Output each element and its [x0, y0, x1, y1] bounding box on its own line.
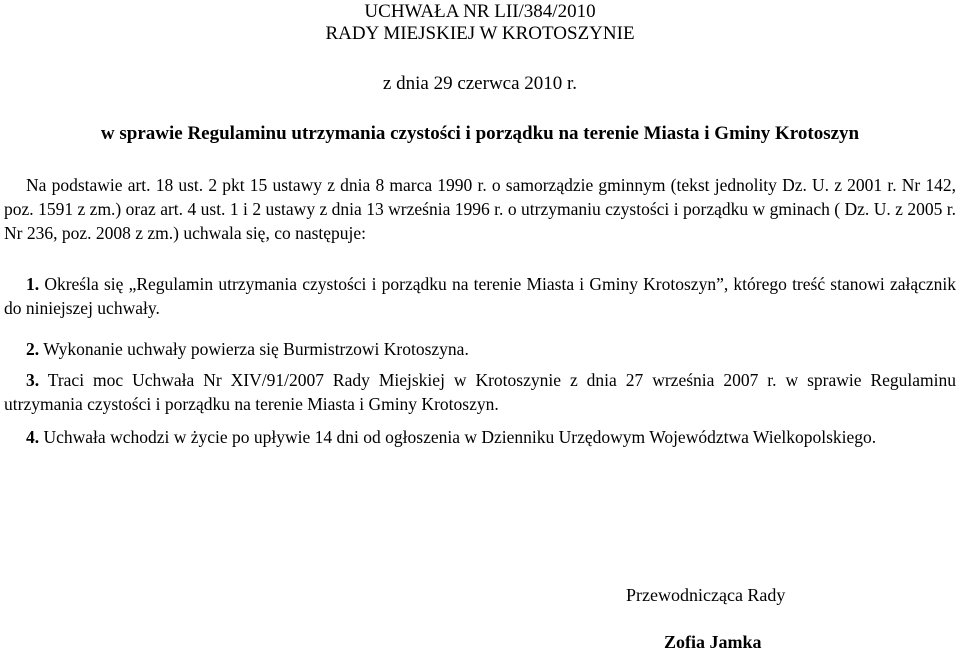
paragraph-number: 2.	[26, 339, 40, 359]
paragraph-number: 1.	[26, 274, 40, 294]
paragraph-2	[4, 337, 956, 361]
paragraph-number: 4.	[26, 427, 40, 447]
council-name: RADY MIEJSKIEJ W KROTOSZYNIE	[325, 23, 635, 44]
paragraph-4	[4, 425, 956, 449]
paragraph-3	[4, 368, 956, 416]
signatory-name: Zofia Jamka	[664, 632, 762, 652]
paragraph-number: 3.	[26, 370, 40, 390]
resolution-subject: w sprawie Regulaminu utrzymania czystości i porządku na terenie Miasta i Gminy Krotoszyn	[100, 123, 860, 144]
resolution-title: UCHWAŁA NR LII/384/2010	[364, 1, 596, 22]
legal-basis-paragraph: Na podstawie art. 18 ust. 2 pkt 15 ustawy z dnia 8 marca 1990 r. o samorządzie gminnym (tekst jednolity Dz. U. z 2001 r. Nr 142, poz. 1591 z zm.) oraz art. 4 ust. 1 i 2 ustawy z dnia 13 września 1996 r. o utrzymaniu czystości i porządku w gminach ( Dz. U. z 2005 r. Nr 236, poz. 2008 z zm.) uchwala się, co następuje:	[4, 175, 956, 243]
paragraph-text: Wykonanie uchwały powierza się Burmistrzowi Krotoszyna.	[43, 339, 469, 359]
paragraph-text: Uchwała wchodzi w życie po upływie 14 dni od ogłoszenia w Dzienniku Urzędowym Województwa Wielkopolskiego.	[43, 427, 877, 447]
paragraph-text: Określa się „Regulamin utrzymania czystości i porządku na terenie Miasta i Gminy Krotoszyn”, którego treść stanowi załącznik do niniejszej uchwały.	[4, 274, 956, 318]
paragraph-1	[4, 272, 956, 320]
paragraph-text: Traci moc Uchwała Nr XIV/91/2007 Rady Miejskiej w Krotoszynie z dnia 27 września 2007 r. w sprawie Regulaminu utrzymania czystości i porządku na terenie Miasta i Gminy Krotoszyn.	[4, 370, 956, 414]
resolution-date: z dnia 29 czerwca 2010 r.	[382, 73, 578, 94]
signatory-role: Przewodnicząca Rady	[626, 585, 786, 605]
